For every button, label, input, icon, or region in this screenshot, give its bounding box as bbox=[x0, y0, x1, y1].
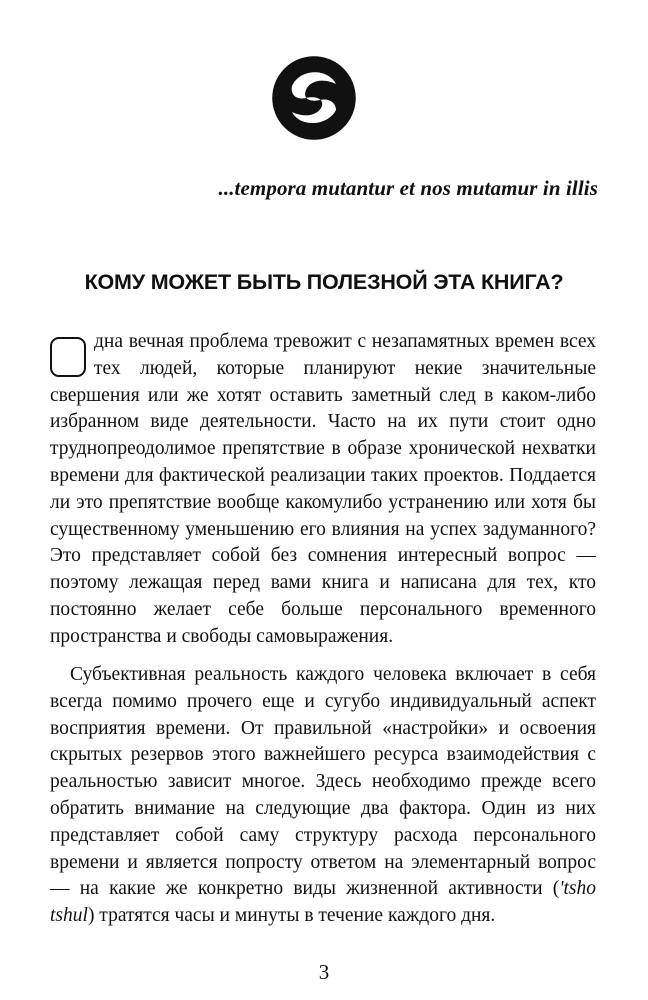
paragraph-2-text-end: ) тратятся часы и минуты в течение каждого дня. bbox=[87, 905, 496, 927]
paragraph-1 bbox=[50, 329, 596, 651]
paragraph-2 bbox=[50, 662, 596, 930]
paragraph-1-text: дна вечная проблема тревожит с незапамятных времен всех тех людей, которые планируют некие значительные свершения или же хотят оставить заметный след в каком-либо избранном виде деятельности. Часто на их пути стоит одно труднопреодолимое препятствие в образе хронической нехватки времени для фактической реализации таких проектов. Поддается ли это препятствие вообще какомулибо устранению или хотя бы существенному уменьшению его влияния на успех задуманного? Это представляет собой без сомнения интересный вопрос — поэтому лежащая перед вами книга и написана для тех, кто постоянно желает себе больше персонального временного пространства и свободы самовыражения. bbox=[50, 331, 596, 647]
paragraph-2-text-start: Субъективная реальность каждого человека включает в себя всегда помимо прочего еще и сугубо индивидуальный аспект восприятия времени. От правильной «настройки» и освоения скрытых резервов этого важнейшего ресурса взаимодействия с реальностью зависит многое. Здесь необходимо прежде всего обратить внимание на следующие два фактора. Один из них представляет собой саму структуру расхода персонального времени и является попросту ответом на элементарный вопрос — на какие же конкретно виды жизненной активности ( bbox=[50, 664, 596, 900]
chapter-heading: КОМУ МОЖЕТ БЫТЬ ПОЛЕЗНОЙ ЭТА КНИГА? bbox=[84, 270, 564, 294]
epigraph: ...tempora mutantur et nos mutamur in illis bbox=[218, 176, 598, 200]
tibetan-term: 'tsho tshul bbox=[50, 878, 596, 927]
yin-yang-logo-icon bbox=[270, 54, 358, 142]
page-number: 3 bbox=[318, 960, 330, 984]
drop-cap-letter bbox=[50, 337, 86, 377]
